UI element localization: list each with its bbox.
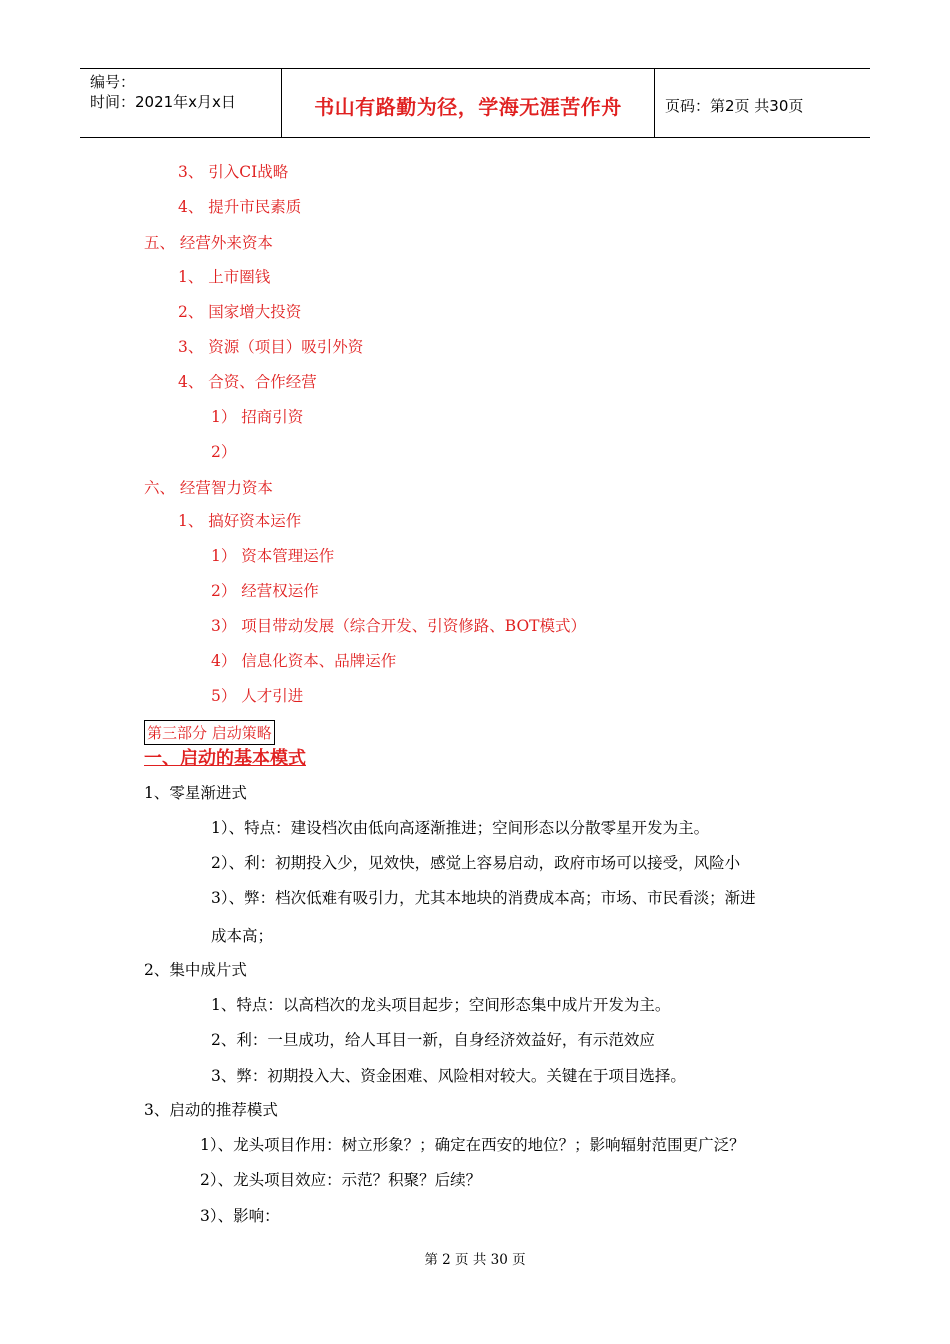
outline-subitem: 4） 信息化资本、品牌运作: [211, 652, 397, 670]
outline-heading: 六、 经营智力资本: [144, 479, 273, 497]
body-heading: 2、集中成片式: [144, 961, 247, 979]
number-label: 编号：: [90, 73, 136, 91]
header-right-cell: [655, 69, 870, 137]
body-line: 3）、影响：: [200, 1207, 280, 1225]
body-heading: 1、零星渐进式: [144, 784, 247, 802]
outline-item: 1、 上市圈钱: [178, 268, 271, 286]
outline-item: 3、 引入CI战略: [178, 163, 289, 181]
body-line: 2）、龙头项目效应：示范？积聚？后续？: [200, 1171, 482, 1189]
outline-item: 3、 资源（项目）吸引外资: [178, 338, 364, 356]
body-line: 1）、龙头项目作用：树立形象？；确定在西安的地位？；影响辐射范围更广泛？: [200, 1136, 745, 1154]
outline-item: 2、 国家增大投资: [178, 303, 302, 321]
page-label: 页码：第2页 共30页: [665, 97, 804, 115]
section-title: 一、启动的基本模式: [144, 748, 306, 769]
body-line: 2、利：一旦成功，给人耳目一新，自身经济效益好，有示范效应: [211, 1031, 655, 1049]
outline-item: 4、 提升市民素质: [178, 198, 302, 216]
body-line: 2）、利：初期投入少，见效快，感觉上容易启动，政府市场可以接受，风险小: [211, 854, 741, 872]
outline-item: 4、 合资、合作经营: [178, 373, 317, 391]
body-line: 成本高；: [211, 927, 274, 945]
header-motto: 书山有路勤为径，学海无涯苦作舟: [314, 95, 622, 119]
document-header: [80, 68, 870, 138]
outline-subitem: 3） 项目带动发展（综合开发、引资修路、BOT模式）: [211, 617, 587, 635]
outline-subitem: 1） 资本管理运作: [211, 547, 335, 565]
outline-item: 1、 搞好资本运作: [178, 512, 302, 530]
outline-heading: 五、 经营外来资本: [144, 234, 273, 252]
time-label: 时间：2021年x月x日: [90, 93, 236, 111]
outline-subitem: 5） 人才引进: [211, 687, 304, 705]
page-footer: 第 2 页 共 30 页: [424, 1252, 526, 1268]
outline-subitem: 2）: [211, 443, 237, 461]
header-motto-cell: [282, 69, 655, 137]
body-line: 1、特点：以高档次的龙头项目起步；空间形态集中成片开发为主。: [211, 996, 671, 1014]
outline-subitem: 2） 经营权运作: [211, 582, 319, 600]
header-left-cell: [80, 69, 282, 137]
body-line: 1）、特点：建设档次由低向高逐渐推进；空间形态以分散零星开发为主。: [211, 819, 710, 837]
outline-subitem: 1） 招商引资: [211, 408, 304, 426]
section-part-label: 第三部分 启动策略: [144, 720, 275, 745]
body-line: 3）、弊：档次低难有吸引力，尤其本地块的消费成本高；市场、市民看淡；渐进: [211, 889, 756, 907]
body-heading: 3、启动的推荐模式: [144, 1101, 278, 1119]
body-line: 3、弊：初期投入大、资金困难、风险相对较大。关键在于项目选择。: [211, 1067, 686, 1085]
